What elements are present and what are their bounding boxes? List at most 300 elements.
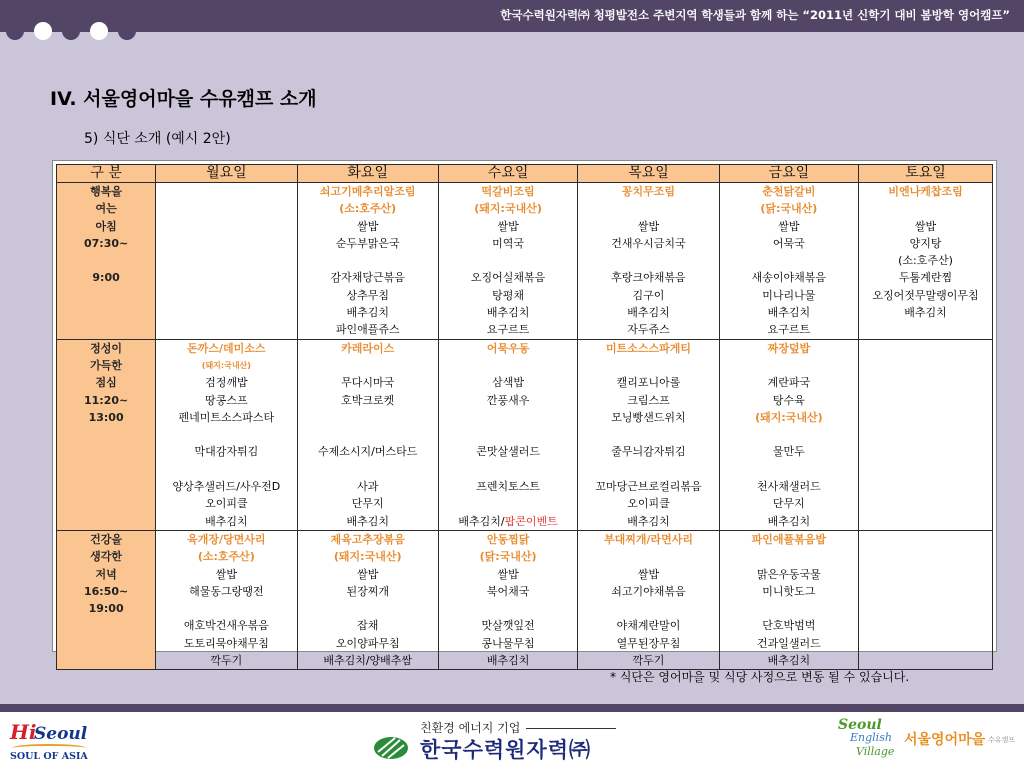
- menu-item-text: 탕수육: [772, 393, 805, 407]
- menu-item-text: 짜장덮밥: [767, 341, 811, 355]
- menu-cell: [578, 183, 719, 340]
- menu-item: [720, 513, 858, 530]
- menu-item: [298, 495, 438, 512]
- menu-item: [859, 304, 992, 321]
- menu-item: [578, 600, 718, 617]
- decorative-dot: [62, 22, 80, 40]
- menu-item: [578, 495, 718, 512]
- menu-item-text: 호박크로켓: [341, 393, 395, 407]
- menu-item: [578, 617, 718, 634]
- column-header: 수요일: [438, 165, 577, 183]
- menu-item: [720, 495, 858, 512]
- sev-logo-line2: English: [850, 731, 892, 744]
- menu-item-text: 미나리나물: [762, 288, 816, 302]
- menu-dish-highlight: [720, 531, 858, 548]
- menu-item: [578, 235, 718, 252]
- meal-label-line: 07:30~: [83, 236, 129, 250]
- menu-item: [578, 461, 718, 478]
- meal-label-line: 점심: [95, 376, 117, 390]
- menu-item: [298, 652, 438, 669]
- menu-item-text: 프렌치토스트: [476, 480, 540, 494]
- menu-item: [298, 357, 438, 374]
- menu-item: [298, 426, 438, 443]
- menu-item-text: 부대찌개/라면사리: [603, 532, 693, 546]
- menu-item: [720, 566, 858, 583]
- menu-dish-highlight: [156, 548, 296, 565]
- menu-item-text: 돈까스/데미소스: [187, 341, 266, 355]
- menu-item: [720, 252, 858, 269]
- meal-label: [57, 339, 156, 530]
- menu-item-text: 콩나물무침: [481, 636, 535, 650]
- menu-item-text: 자두쥬스: [627, 323, 670, 337]
- menu-item: [720, 304, 858, 321]
- menu-item: [720, 635, 858, 652]
- menu-item: [720, 357, 858, 374]
- khnp-leaf-icon: [373, 736, 409, 760]
- hi-seoul-logo-seoul: Seoul: [34, 724, 88, 744]
- menu-item-text: 땅콩스프: [205, 393, 248, 407]
- menu-item: [578, 478, 718, 495]
- menu-item-text: (돼지:국내산): [755, 410, 823, 424]
- menu-item: [578, 583, 718, 600]
- menu-item: [578, 443, 718, 460]
- menu-item: [156, 617, 296, 634]
- menu-item: [298, 304, 438, 321]
- menu-item: [439, 321, 577, 338]
- menu-item: [720, 548, 858, 565]
- menu-dish-highlight: [439, 340, 577, 357]
- menu-item-text: 배추김치: [767, 514, 811, 528]
- menu-item-text: 오이피클: [627, 497, 670, 511]
- menu-item-text: 쌀밥: [914, 219, 937, 233]
- menu-item: [578, 200, 718, 217]
- sev-logo-sub: 수유캠프: [988, 736, 1016, 744]
- menu-item-text: 계란파국: [767, 376, 811, 390]
- menu-item: [156, 600, 296, 617]
- menu-item: [578, 548, 718, 565]
- menu-item: [439, 374, 577, 391]
- menu-item: [720, 287, 858, 304]
- menu-item: [578, 392, 718, 409]
- menu-dish-highlight: [439, 183, 577, 200]
- menu-item-text: 깍두기: [210, 654, 243, 668]
- menu-item-text: 배추김치/: [458, 514, 505, 528]
- menu-cell: [859, 183, 993, 340]
- menu-item-text: 오이양파무침: [335, 636, 400, 650]
- menu-item: [720, 321, 858, 338]
- menu-item: [439, 287, 577, 304]
- menu-item-text: 쌀밥: [497, 219, 519, 233]
- meal-label-line: 정성이: [90, 341, 123, 355]
- menu-item-text: 단무지: [351, 497, 384, 511]
- menu-cell: [297, 339, 438, 530]
- menu-item-text: 춘천닭갈비: [762, 185, 816, 198]
- menu-item: [439, 617, 577, 634]
- menu-item: [720, 461, 858, 478]
- menu-cell: [297, 183, 438, 340]
- menu-cell: [578, 339, 719, 530]
- menu-item-text: 도토리묵야채무침: [183, 636, 269, 650]
- menu-dish-highlight: [298, 183, 438, 200]
- event-label: 팝콘이벤트: [504, 514, 558, 528]
- hi-seoul-logo: [10, 718, 100, 764]
- menu-item: [439, 392, 577, 409]
- menu-item-text: 두툼계란찜: [898, 271, 953, 285]
- menu-item-text: 물만두: [772, 445, 805, 459]
- menu-item-text: 배추김치: [627, 514, 670, 528]
- menu-item: [156, 426, 296, 443]
- menu-item: [156, 513, 296, 530]
- menu-item-text: 배추김치: [486, 654, 530, 668]
- menu-item-text: 해물동그랑땡전: [189, 584, 264, 598]
- menu-cell: [719, 339, 858, 530]
- menu-item: [859, 269, 992, 286]
- menu-item: [439, 235, 577, 252]
- meal-label-line: 생각한: [90, 550, 123, 564]
- menu-item: [720, 374, 858, 391]
- menu-item-text: 삼색밥: [492, 376, 525, 390]
- menu-item-text: 감자채당근볶음: [330, 271, 405, 285]
- menu-item: [156, 443, 296, 460]
- menu-item-text: 쇠고기메추리알조림: [319, 185, 416, 198]
- menu-item: [156, 635, 296, 652]
- menu-item: [439, 495, 577, 512]
- column-header: 화요일: [297, 165, 438, 183]
- menu-dish-highlight: [156, 340, 296, 357]
- menu-item-text: 배추김치: [767, 306, 811, 320]
- menu-item-text: 쇠고기야채볶음: [611, 584, 686, 598]
- menu-item: [439, 600, 577, 617]
- menu-item: [578, 252, 718, 269]
- meal-label-line: 13:00: [88, 410, 124, 424]
- menu-item-text: 크림스프: [627, 393, 670, 407]
- meal-label: [57, 530, 156, 669]
- menu-item: [859, 200, 992, 217]
- menu-item-text: 파인애플쥬스: [335, 323, 400, 337]
- menu-item-text: 무다시마국: [341, 376, 395, 390]
- menu-dish-highlight: [720, 409, 858, 426]
- menu-cell: [578, 530, 719, 669]
- menu-item: [720, 478, 858, 495]
- footer: [0, 712, 1024, 768]
- menu-item-text: 검정깨밥: [205, 376, 248, 390]
- menu-item-text: 육개장/당면사리: [187, 532, 266, 546]
- menu-cell: [719, 530, 858, 669]
- menu-dish-highlight: [720, 340, 858, 357]
- menu-item-text: 깍두기: [632, 654, 665, 668]
- column-header: 토요일: [859, 165, 993, 183]
- menu-item-text: 사과: [357, 480, 379, 494]
- bottom-bar: [0, 704, 1024, 712]
- menu-item-text: 요구르트: [486, 323, 530, 337]
- menu-item: [298, 617, 438, 634]
- menu-item-text: 쌀밥: [778, 219, 800, 233]
- menu-item: [859, 252, 992, 269]
- section-heading: IV. 서울영어마을 수유캠프 소개: [50, 88, 317, 110]
- menu-item: [720, 617, 858, 634]
- menu-item: [439, 269, 577, 286]
- meal-label-line: 아침: [95, 219, 117, 233]
- menu-item-text: 배추김치/양배추쌈: [323, 654, 413, 668]
- menu-item: [439, 443, 577, 460]
- menu-item: [298, 600, 438, 617]
- menu-item: [720, 652, 858, 669]
- menu-item: [439, 566, 577, 583]
- menu-dish-highlight: [578, 183, 718, 200]
- menu-item: [578, 321, 718, 338]
- menu-item: [439, 409, 577, 426]
- menu-item-text: 쌀밥: [215, 567, 237, 581]
- menu-cell: [438, 530, 577, 669]
- menu-item: [298, 218, 438, 235]
- menu-item-text: 야채계란말이: [616, 619, 681, 633]
- menu-item-text: 배추김치: [627, 306, 670, 320]
- meal-label-line: 저녁: [95, 567, 117, 581]
- menu-item: [859, 287, 992, 304]
- menu-item: [439, 218, 577, 235]
- menu-dish-highlight: [298, 340, 438, 357]
- meal-label-line: 19:00: [88, 602, 124, 616]
- menu-dish-highlight: [859, 183, 992, 200]
- menu-item: [298, 566, 438, 583]
- menu-cell: [156, 339, 297, 530]
- menu-item: [298, 409, 438, 426]
- menu-item-text: 후랑크야채볶음: [611, 271, 686, 285]
- menu-item-text: 쌀밥: [637, 567, 660, 581]
- menu-item-text: 쌀밥: [497, 567, 519, 581]
- menu-item-text: 수제소시지/머스타드: [318, 445, 418, 459]
- menu-item-text: 줄무늬감자튀김: [611, 445, 686, 459]
- column-header: 금요일: [719, 165, 858, 183]
- menu-item: [298, 443, 438, 460]
- menu-dish-highlight: [578, 531, 718, 548]
- menu-item: [578, 566, 718, 583]
- meal-label-line: 행복을: [90, 185, 123, 198]
- meal-row: [57, 339, 993, 530]
- menu-item-text: 떡갈비조림: [481, 185, 535, 198]
- menu-item-text: 콘맛살샐러드: [476, 445, 540, 459]
- meal-row: [57, 530, 993, 669]
- menu-item-text: (돼지:국내산): [474, 202, 542, 216]
- menu-item-text: 잡채: [357, 619, 379, 633]
- top-banner: [0, 0, 1024, 32]
- menu-item-text: 배추김치: [205, 514, 248, 528]
- menu-item: [720, 443, 858, 460]
- menu-dish-highlight: [298, 531, 438, 548]
- menu-item-text: 양상추샐러드/사우전D: [172, 480, 281, 494]
- meal-label: [57, 183, 156, 340]
- menu-item: [720, 600, 858, 617]
- menu-item-text: 배추김치: [346, 306, 389, 320]
- meal-label-line: [57, 252, 155, 269]
- menu-item: [439, 357, 577, 374]
- meal-row: [57, 183, 993, 340]
- meal-label-line: 여는: [95, 202, 117, 216]
- menu-dish-highlight: [439, 200, 577, 217]
- menu-item-text: 미니핫도그: [762, 584, 816, 598]
- menu-item-text: 열무된장무침: [616, 636, 681, 650]
- menu-item-text: 비엔나케찹조림: [888, 185, 963, 198]
- menu-item: [578, 218, 718, 235]
- menu-item-text: 제육고추장볶음: [330, 532, 405, 546]
- menu-item: [578, 409, 718, 426]
- menu-item-text: (소:호주산): [339, 202, 397, 216]
- menu-item: [578, 426, 718, 443]
- menu-item-text: 순두부맑은국: [335, 236, 400, 250]
- meal-label-line: 가득한: [90, 358, 123, 372]
- decorative-dot: [118, 22, 136, 40]
- menu-item-text: 탕평채: [492, 288, 525, 302]
- menu-dish-highlight: [156, 531, 296, 548]
- menu-item: [859, 235, 992, 252]
- menu-item: [720, 218, 858, 235]
- menu-item: [298, 635, 438, 652]
- menu-item: [298, 321, 438, 338]
- menu-item: [298, 287, 438, 304]
- menu-item-text: 깐풍새우: [486, 393, 530, 407]
- menu-item-text: 천사채샐러드: [756, 480, 821, 494]
- khnp-logo-name: 한국수력원자력㈜: [420, 738, 592, 762]
- tagline-rule: [526, 728, 616, 729]
- decorative-dot: [34, 22, 52, 40]
- menu-item: [439, 252, 577, 269]
- banner-title: 한국수력원자력㈜ 청평발전소 주변지역 학생들과 함께 하는 “2011년 신학기 대비 봄방학 영어캠프”: [500, 8, 1010, 22]
- menu-item: [156, 461, 296, 478]
- khnp-tagline-text: 친환경 에너지 기업: [420, 721, 521, 735]
- menu-item-text: 맛살깻잎전: [481, 619, 535, 633]
- menu-item: [578, 652, 718, 669]
- menu-item-text: 미역국: [492, 236, 525, 250]
- menu-item-text: 배추김치: [346, 514, 389, 528]
- menu-item: [298, 461, 438, 478]
- menu-item-text: (소:호주산): [898, 254, 953, 268]
- menu-cell: [719, 183, 858, 340]
- menu-change-note: * 식단은 영어마을 및 식당 사정으로 변동 될 수 있습니다.: [610, 670, 910, 684]
- menu-cell: [438, 183, 577, 340]
- menu-dish-highlight: [298, 200, 438, 217]
- menu-item-text: (소:호주산): [197, 550, 255, 564]
- menu-item: [298, 392, 438, 409]
- menu-item: [720, 392, 858, 409]
- menu-item-text: 꼬마당근브로컬리볶음: [595, 480, 702, 494]
- menu-item: [720, 235, 858, 252]
- menu-item-text: 새송이야채볶음: [751, 271, 827, 285]
- menu-item-text: 김구이: [632, 288, 665, 302]
- menu-item: [439, 304, 577, 321]
- menu-item: [439, 461, 577, 478]
- meal-label-line: 9:00: [92, 271, 120, 285]
- menu-item: [720, 426, 858, 443]
- menu-item: [578, 635, 718, 652]
- table-body: [57, 183, 993, 670]
- menu-item-text: 어묵우동: [486, 341, 530, 355]
- menu-dish-highlight: [720, 183, 858, 200]
- menu-item: [439, 513, 577, 530]
- menu-item: [720, 583, 858, 600]
- menu-item: [578, 357, 718, 374]
- menu-item: [720, 269, 858, 286]
- menu-cell: [859, 339, 993, 530]
- sev-logo-name: 서울영어마을: [904, 732, 986, 748]
- hi-seoul-tagline: SOUL OF ASIA: [10, 751, 88, 762]
- menu-item-text: 파인애플볶음밥: [751, 532, 827, 546]
- menu-item: [156, 374, 296, 391]
- menu-item-text: 북어채국: [486, 584, 530, 598]
- menu-item-text: 쌀밥: [637, 219, 660, 233]
- section-subheading: 5) 식단 소개 (예시 2안): [84, 131, 231, 147]
- decorative-dot: [6, 22, 24, 40]
- menu-item-text: 배추김치: [486, 306, 530, 320]
- menu-item: [578, 287, 718, 304]
- meal-table: [56, 164, 993, 670]
- menu-item-text: (돼지:국내산): [201, 360, 251, 370]
- meal-table-container: [52, 160, 997, 668]
- menu-item-text: 어묵국: [772, 236, 805, 250]
- meal-label-line: 11:20~: [83, 393, 129, 407]
- menu-item-text: 상추무침: [346, 288, 389, 302]
- menu-item-text: 미트소스스파게티: [605, 341, 691, 355]
- column-header: 월요일: [156, 165, 297, 183]
- menu-item-text: 오징어젓무말랭이무침: [872, 288, 979, 302]
- menu-item: [298, 374, 438, 391]
- menu-item-text: (닭:국내산): [479, 550, 537, 564]
- menu-item-text: 모닝빵샌드위치: [611, 410, 686, 424]
- menu-item: [298, 252, 438, 269]
- column-header: 구 분: [57, 165, 156, 183]
- menu-item-text: 건과일샐러드: [756, 636, 821, 650]
- menu-cell: [297, 530, 438, 669]
- menu-cell: [859, 530, 993, 669]
- hi-seoul-logo-hi: Hi: [10, 720, 37, 744]
- menu-item: [578, 374, 718, 391]
- menu-item-text: (닭:국내산): [760, 202, 818, 216]
- menu-item: [439, 583, 577, 600]
- menu-item: [156, 392, 296, 409]
- menu-dish-highlight: [156, 357, 296, 374]
- menu-item-text: (돼지:국내산): [333, 550, 402, 564]
- menu-item-text: 단무지: [772, 497, 805, 511]
- menu-item: [298, 269, 438, 286]
- menu-item: [156, 409, 296, 426]
- menu-dish-highlight: [439, 531, 577, 548]
- meal-label-line: 건강을: [90, 532, 123, 546]
- menu-item-text: 쌀밥: [357, 219, 379, 233]
- menu-item-text: 배추김치: [904, 306, 947, 320]
- menu-dish-highlight: [298, 548, 438, 565]
- menu-item-text: 꽁치무조림: [621, 185, 676, 198]
- menu-item: [439, 426, 577, 443]
- menu-item: [298, 583, 438, 600]
- menu-item: [439, 635, 577, 652]
- menu-item-text: 안동찜닭: [486, 532, 530, 546]
- decorative-dot: [90, 22, 108, 40]
- meal-label-line: 16:50~: [83, 584, 129, 598]
- table-header: [57, 165, 993, 183]
- menu-item: [578, 513, 718, 530]
- menu-item: [298, 513, 438, 530]
- column-header: 목요일: [578, 165, 719, 183]
- menu-dish-highlight: [578, 340, 718, 357]
- menu-item-text: 된장찌개: [346, 584, 389, 598]
- menu-item: [156, 495, 296, 512]
- menu-item-text: 캘리포니아롤: [616, 376, 681, 390]
- menu-dish-highlight: [439, 548, 577, 565]
- menu-item: [156, 566, 296, 583]
- menu-cell: [156, 530, 297, 669]
- menu-item-text: 쌀밥: [357, 567, 379, 581]
- menu-item-text: 요구르트: [767, 323, 811, 337]
- seoul-english-village-logo: [838, 717, 1018, 765]
